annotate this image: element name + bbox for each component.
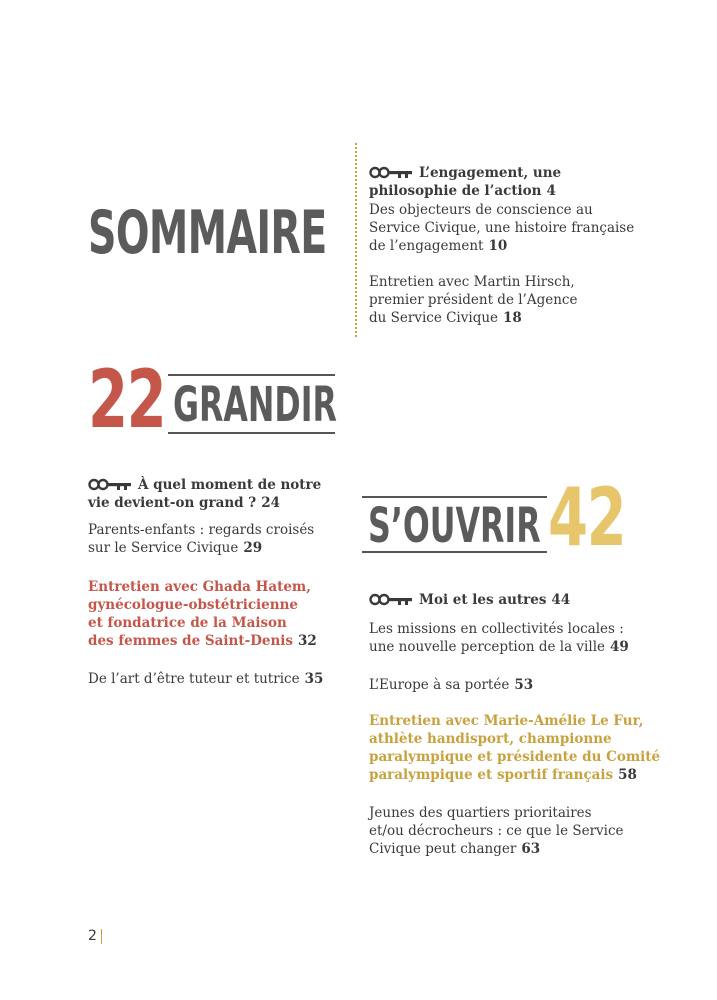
toc-page-number: 18 xyxy=(503,310,522,326)
key-icon xyxy=(88,478,134,491)
toc-entry-lefur[interactable] xyxy=(369,712,660,784)
toc-entry-objecteurs[interactable] xyxy=(369,201,634,255)
toc-entry-text: Entretien avec Ghada Hatem, gynécologue-obstétricienne et fondatrice de la Maison des femmes de Saint-Denis xyxy=(88,579,311,649)
toc-entry-hirsch[interactable] xyxy=(369,273,577,327)
toc-entry-text: Parents-enfants : regards croisés sur le Service Civique xyxy=(88,522,315,556)
toc-entry-text: Des objecteurs de conscience au Service Civique, une histoire française de l’engagement xyxy=(369,202,635,254)
toc-entry-text: L’Europe à sa portée xyxy=(369,677,510,693)
toc-entry-text: L’engagement, une philosophie de l’action xyxy=(369,165,562,199)
toc-page-number: 29 xyxy=(243,540,263,556)
toc-page-number: 53 xyxy=(514,677,534,693)
toc-page-number: 49 xyxy=(610,639,629,655)
toc-page-number: 24 xyxy=(261,495,280,511)
page-number: 2 xyxy=(88,928,97,944)
section-number-grandir: 22 xyxy=(88,353,166,446)
key-icon xyxy=(369,166,415,179)
key-icon xyxy=(369,593,415,606)
section-title-grandir: GRANDIR xyxy=(173,377,337,433)
section-title-souvrir: S’OUVRIR xyxy=(368,498,541,554)
toc-entry-tuteur[interactable] xyxy=(88,670,323,688)
toc-page-number: 58 xyxy=(618,767,637,783)
toc-page-number: 10 xyxy=(488,238,508,254)
toc-entry-text: À quel moment de notre vie devient-on grand ? xyxy=(88,477,322,511)
toc-entry-text: De l’art d’être tuteur et tutrice xyxy=(88,671,300,687)
toc-entry-text: Entretien avec Martin Hirsch, premier président de l’Agence du Service Civique xyxy=(369,274,578,326)
toc-page-number: 35 xyxy=(304,671,324,687)
toc-entry-quartiers[interactable] xyxy=(369,804,624,858)
toc-entry-text: Moi et les autres xyxy=(419,592,547,608)
toc-entry-europe[interactable] xyxy=(369,676,533,694)
toc-entry-text: Les missions en collectivités locales : une nouvelle perception de la ville xyxy=(369,621,624,655)
section-rule-top xyxy=(168,374,335,376)
section-rule-bottom xyxy=(362,551,547,553)
toc-entry-engagement[interactable] xyxy=(369,146,561,200)
toc-page-number: 32 xyxy=(298,633,317,649)
toc-entry-collectivites[interactable] xyxy=(369,620,629,656)
page-title: SOMMAIRE xyxy=(88,198,327,268)
toc-entry-parents[interactable] xyxy=(88,521,314,557)
toc-entry-text: Entretien avec Marie-Amélie Le Fur, athlète handisport, championne paralympique et présidente du Comité paralympique et sportif français xyxy=(369,713,661,783)
toc-entry-moment[interactable] xyxy=(88,458,321,512)
section-rule-bottom xyxy=(168,432,335,434)
toc-entry-text: Jeunes des quartiers prioritaires et/ou décrocheurs : ce que le Service Civique peut changer xyxy=(369,805,624,857)
toc-entry-moi[interactable] xyxy=(369,573,570,609)
dotted-separator xyxy=(355,143,357,337)
toc-page-number: 4 xyxy=(546,183,556,199)
toc-page-number: 63 xyxy=(521,841,541,857)
toc-page-number: 44 xyxy=(551,592,571,608)
section-number-souvrir: 42 xyxy=(548,471,626,564)
toc-entry-hatem[interactable] xyxy=(88,578,317,650)
page-number-bar xyxy=(101,929,102,944)
